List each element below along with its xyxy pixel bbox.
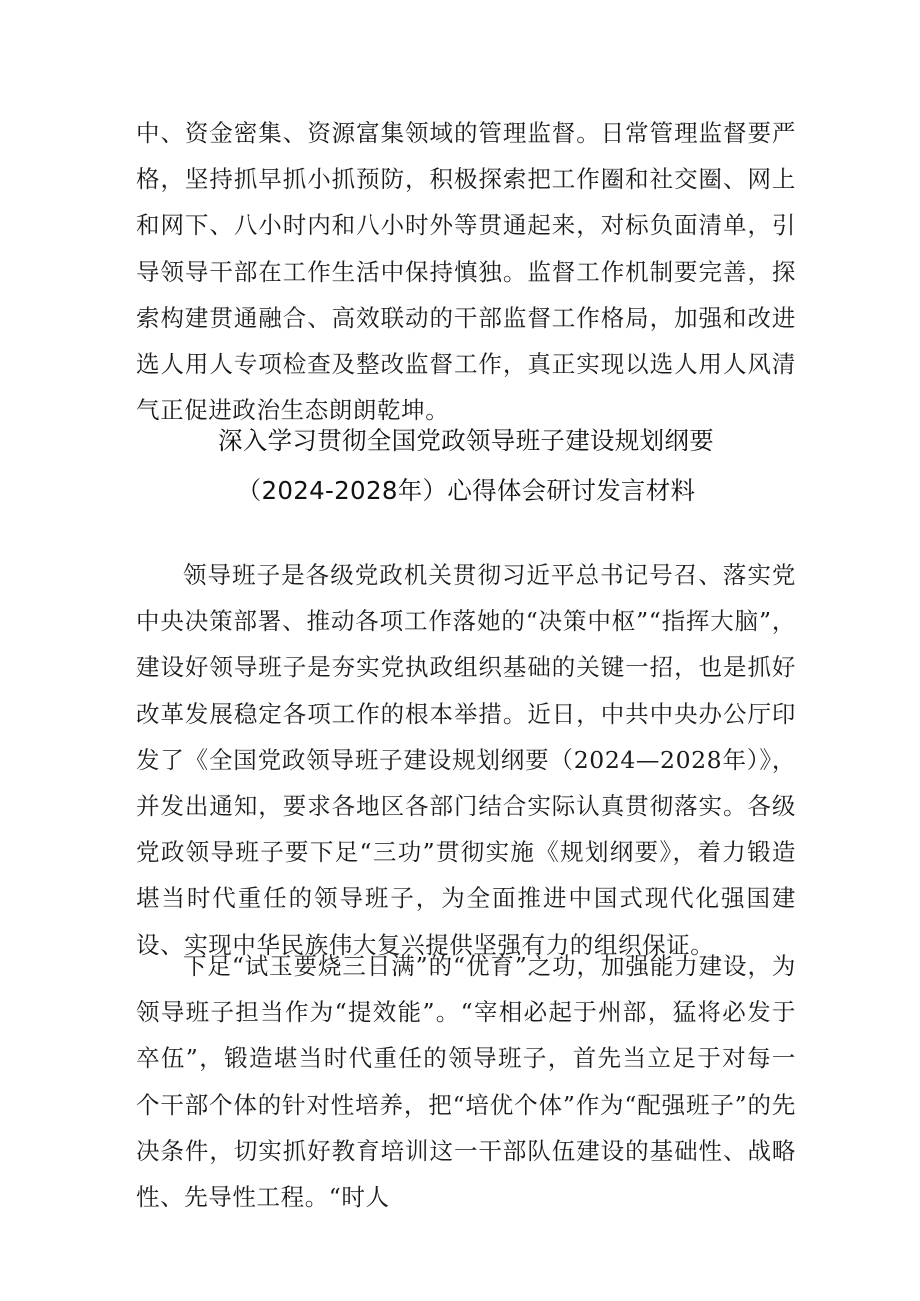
article-title-line-2: （2024-2028年）心得体会研讨发言材料 bbox=[236, 476, 696, 505]
article-title-line-1: 深入学习贯彻全国党政领导班子建设规划纲要 bbox=[218, 426, 714, 455]
body-paragraph-continued: 中、资金密集、资源富集领域的管理监督。日常管理监督要严格，坚持抓早抓小抓预防，积极探索把工作圈和社交圈、网上和网下、八小时内和八小时外等贯通起来，对标负面清单，引导领导干部在工作生活中保持慎独。监督工作机制要完善，探索构建贯通融合、高效联动的干部监督工作格局，加强和改进选人用人专项检查及整改监督工作，真正实现以选人用人风清气正促进政治生态朗朗乾坤。 bbox=[136, 119, 796, 425]
body-paragraph-section: 下足“试玉要烧三日满”的“优育”之功，加强能力建设，为领导班子担当作为“提效能”。“宰相必起于州部，猛将必发于卒伍”，锻造堪当时代重任的领导班子，首先当立足于对每一个干部个体的针对性培养，把“培优个体”作为“配强班子”的先决条件，切实抓好教育培训这一干部队伍建设的基础性、战略性、先导性工程。“时人 bbox=[136, 952, 796, 1212]
body-paragraph-intro: 领导班子是各级党政机关贯彻习近平总书记号召、落实党中央决策部署、推动各项工作落她的“决策中枢”“指挥大脑”，建设好领导班子是夯实党执政组织基础的关键一招，也是抓好改革发展稳定各项工作的根本举措。近日，中共中央办公厅印发了《全国党政领导班子建设规划纲要（2024—2028年）》，并发出通知，要求各地区各部门结合实际认真贯彻落实。各级党政领导班子要下足“三功”贯彻实施《规划纲要》，着力锻造堪当时代重任的领导班子，为全面推进中国式现代化强国建设、实现中华民族伟大复兴提供坚强有力的组织保证。 bbox=[136, 561, 796, 959]
